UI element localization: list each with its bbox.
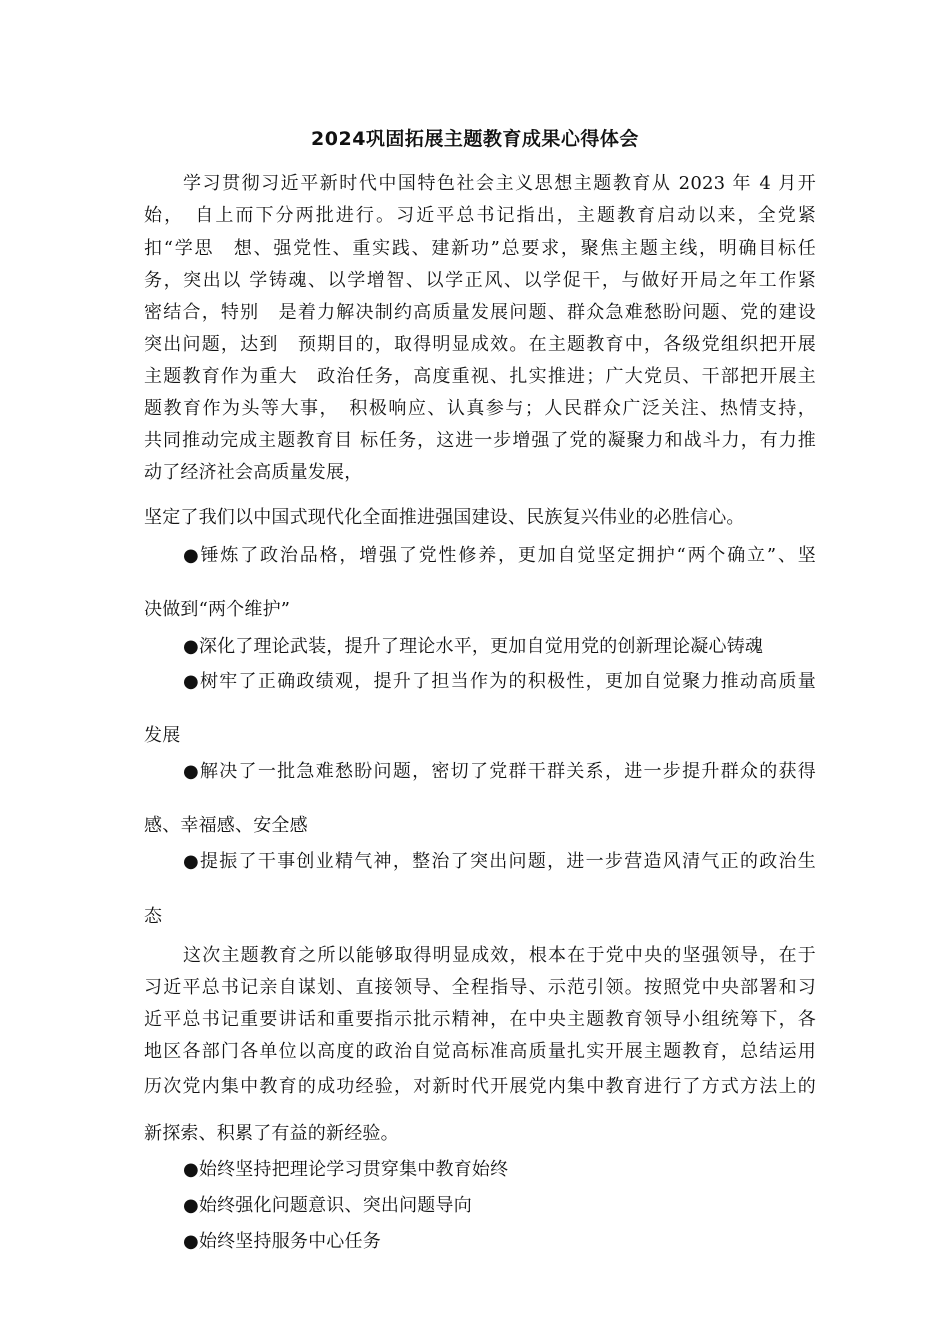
- bullet-1-continuation: 决做到“两个维护”: [144, 599, 291, 620]
- bullet-8: ●始终坚持服务中心任务: [183, 1231, 381, 1252]
- bullet-3-continuation: 发展: [144, 725, 181, 746]
- paragraph-2-line-3: 近平总书记重要讲话和重要指示批示精神，在中央主题教育领导小组统筹下，各: [144, 1009, 816, 1030]
- document-title: 2024巩固拓展主题教育成果心得体会: [311, 128, 639, 150]
- paragraph-1-line-2: 始， 自上而下分两批进行。习近平总书记指出，主题教育启动以来，全党紧: [144, 205, 816, 226]
- paragraph-2-line-6: 新探索、积累了有益的新经验。: [144, 1123, 399, 1144]
- paragraph-2-line-2: 习近平总书记亲自谋划、直接领导、全程指导、示范引领。按照党中央部署和习: [144, 977, 816, 998]
- paragraph-1-line-4: 务，突出以 学铸魂、以学增智、以学正风、以学促干，与做好开局之年工作紧: [144, 270, 816, 291]
- bullet-6: ●始终坚持把理论学习贯穿集中教育始终: [183, 1159, 509, 1180]
- paragraph-1-line-1: 学习贯彻习近平新时代中国特色社会主义思想主题教育从 2023 年 4 月开: [183, 173, 816, 194]
- paragraph-2-line-5: 历次党内集中教育的成功经验，对新时代开展党内集中教育进行了方式方法上的: [144, 1076, 816, 1097]
- bullet-7: ●始终强化问题意识、突出问题导向: [183, 1195, 472, 1216]
- paragraph-1-line-10: 动了经济社会高质量发展，: [144, 462, 363, 483]
- paragraph-2-line-4: 地区各部门各单位以高度的政治自觉高标准高质量扎实开展主题教育，总结运用: [144, 1041, 816, 1062]
- bullet-1: ●锤炼了政治品格，增强了党性修养，更加自觉坚定拥护“两个确立”、坚: [183, 545, 816, 566]
- bullet-5-continuation: 态: [144, 906, 163, 927]
- paragraph-1-line-8: 题教育作为头等大事， 积极响应、认真参与；人民群众广泛关注、热情支持，: [144, 398, 816, 419]
- paragraph-1-line-6: 突出问题，达到 预期目的，取得明显成效。在主题教育中，各级党组织把开展: [144, 334, 816, 355]
- bullet-4-continuation: 感、幸福感、安全感: [144, 815, 308, 836]
- paragraph-1-line-7: 主题教育作为重大 政治任务，高度重视、扎实推进；广大党员、干部把开展主: [144, 366, 816, 387]
- paragraph-1-line-9: 共同推动完成主题教育目 标任务，这进一步增强了党的凝聚力和战斗力，有力推: [144, 430, 816, 451]
- bullet-5: ●提振了干事创业精气神，整治了突出问题，进一步营造风清气正的政治生: [183, 851, 816, 872]
- paragraph-2-line-1: 这次主题教育之所以能够取得明显成效，根本在于党中央的坚强领导，在于: [183, 945, 816, 966]
- confidence-line: 坚定了我们以中国式现代化全面推进强国建设、民族复兴伟业的必胜信心。: [144, 507, 745, 528]
- bullet-2: ●深化了理论武装，提升了理论水平，更加自觉用党的创新理论凝心铸魂: [183, 636, 764, 657]
- paragraph-1-line-3: 扣“学思 想、强党性、重实践、建新功”总要求，聚焦主题主线，明确目标任: [144, 238, 816, 259]
- paragraph-1-line-5: 密结合，特别 是着力解决制约高质量发展问题、群众急难愁盼问题、党的建设: [144, 302, 816, 323]
- bullet-3: ●树牢了正确政绩观，提升了担当作为的积极性，更加自觉聚力推动高质量: [183, 671, 816, 692]
- bullet-4: ●解决了一批急难愁盼问题，密切了党群干群关系，进一步提升群众的获得: [183, 761, 816, 782]
